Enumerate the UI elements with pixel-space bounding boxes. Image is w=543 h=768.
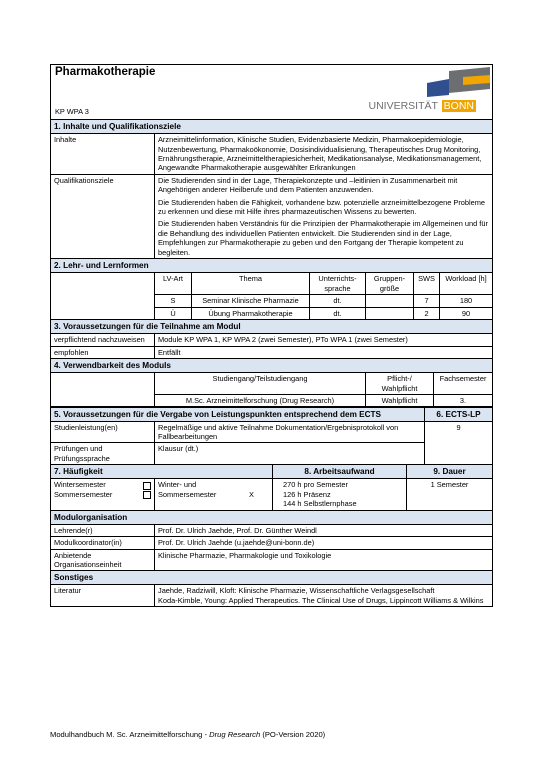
- verpflichtend-label: verpflichtend nachzuweisen: [51, 334, 155, 346]
- qualifikationsziele-p2: Die Studierenden haben die Fähigkeit, vorhandene bzw. potenzielle arzneimittelbezogene Probleme zu erkennen und diese mit Hilfe ihres pharmazeutischen Wissens zu bewerten.: [158, 197, 486, 217]
- col-sws: SWS: [414, 273, 440, 295]
- footer-prefix: Modulhandbuch M. Sc. Arzneimittelforschung -: [50, 730, 210, 739]
- inhalte-label: Inhalte: [51, 134, 155, 175]
- section-7-heading: 7. Häufigkeit: [51, 465, 273, 479]
- sommersemester-checkbox[interactable]: [143, 491, 151, 499]
- verpflichtend-value: Module KP WPA 1, KP WPA 2 (zwei Semester), PTo WPA 1 (zwei Semester): [155, 334, 493, 346]
- organisation-heading: Modulorganisation: [51, 510, 493, 524]
- empfohlen-label: empfohlen: [51, 346, 155, 358]
- literatur-value: [155, 585, 493, 607]
- section-5-table: [50, 407, 493, 466]
- header-cell: [51, 65, 363, 120]
- col-thema: Thema: [192, 273, 310, 295]
- section-2-heading: 2. Lehr- und Lernformen: [51, 259, 493, 273]
- ws-ss-mark[interactable]: X: [249, 490, 254, 500]
- header-table: [50, 64, 493, 120]
- studienleistung-label: Studienleistung(en): [51, 421, 155, 443]
- literatur-line-2: Koda-Kimble, Young: Applied Therapeutics. The Clinical Use of Drugs, Lippincott Williams & Wilkins: [158, 595, 484, 605]
- fachsemester-value: 3.: [434, 394, 493, 406]
- dauer-value: 1 Semester: [407, 479, 493, 510]
- section-4-heading: 4. Verwendbarkeit des Moduls: [51, 359, 493, 373]
- studienleistung-value: Regelmäßige und aktive Teilnahme Dokumentation/Ergebnisprotokoll von Fallbearbeitungen: [155, 421, 425, 443]
- aufwand-line-2: 126 h Präsenz: [283, 489, 331, 499]
- footer-suffix: (PO-Version 2020): [260, 730, 326, 739]
- lehrende-value: Prof. Dr. Ulrich Jaehde, Prof. Dr. Günther Weindl: [155, 524, 493, 536]
- haeufigkeit-options: [51, 479, 155, 510]
- row-art: Ü: [155, 307, 192, 319]
- pruefung-label: Prüfungen und Prüfungssprache: [51, 443, 155, 465]
- logo-cell: [363, 65, 493, 120]
- wintersemester-label: Wintersemester: [54, 480, 106, 490]
- row-thema: Seminar Klinische Pharmazie: [192, 295, 310, 307]
- koordinator-label: Modulkoordinator(in): [51, 537, 155, 549]
- col-studiengang: Studiengang/Teilstudiengang: [155, 373, 366, 395]
- section-1-table: [50, 119, 493, 259]
- anbietende-value: Klinische Pharmazie, Pharmakologie und Toxikologie: [155, 549, 493, 571]
- sonstiges-heading: Sonstiges: [51, 571, 493, 585]
- inhalte-text: Arzneimittelinformation, Klinische Studien, Evidenzbasierte Medizin, Pharmakoepidemiologie, Nutzenbewertung, Pharmakoökonomie, Dosisindividualisierung, Therapeutisches Drug Monitoring, Ernährungstherapie, Arzneimitteltherapiesicherheit, Medikationsanalyse, Medikationsmanagement, Angewandte Pharmakotherapie ausgewählter Erkrankungen: [155, 134, 493, 175]
- row-sws: 2: [414, 307, 440, 319]
- col-lv-art: LV-Art: [155, 273, 192, 295]
- section-6-heading: 6. ECTS-LP: [425, 407, 493, 421]
- aufwand-line-3: 144 h Selbstlernphase: [283, 499, 357, 509]
- qualifikationsziele-p1: Die Studierenden sind in der Lage, Therapiekonzepte und –leitlinien in Zusammenarbeit mit Angehörigen anderer Heilberufe und dem Patienten anzuwenden.: [158, 175, 458, 195]
- qualifikationsziele-p3: Die Studierenden haben Verständnis für die Prinzipien der Pharmakotherapie im Allgemeinen und für die Behandlung des individuellen Patienten entwickelt. Die Studierenden sind in der Lage, Empfehlungen zur Pharmakotherapie zu geben und den Fortgang der Therapie kompetent zu begleiten.: [158, 219, 488, 257]
- row-sws: 7: [414, 295, 440, 307]
- page-footer: [50, 730, 325, 739]
- row-gruppe: [366, 307, 414, 319]
- qualifikationsziele-label: Qualifikationsziele: [51, 174, 155, 258]
- empfohlen-value: Entfällt: [155, 346, 493, 358]
- col-fachsemester: Fachsemester: [434, 373, 493, 395]
- col-pflicht: Pflicht-/ Wahlpflicht: [366, 373, 434, 395]
- koordinator-value: Prof. Dr. Ulrich Jaehde (u.jaehde@uni-bonn.de): [155, 537, 493, 549]
- section-5-heading: 5. Voraussetzungen für die Vergabe von Leistungspunkten entsprechend dem ECTS: [51, 407, 425, 421]
- row-thema: Übung Pharmakotherapie: [192, 307, 310, 319]
- ects-lp-value: 9: [425, 421, 493, 465]
- row-sprache: dt.: [310, 295, 366, 307]
- arbeitsaufwand-value: [273, 479, 407, 510]
- module-code: KP WPA 3: [55, 106, 89, 116]
- logo-text-university: UNIVERSITÄT: [368, 100, 438, 112]
- footer-italic: Drug Research: [209, 730, 261, 739]
- verwendbarkeit-empty: [51, 373, 155, 407]
- organisation-table: [50, 510, 493, 607]
- section-2-table: [50, 258, 493, 320]
- section-1-heading: 1. Inhalte und Qualifikationsziele: [51, 120, 493, 134]
- university-logo: [363, 65, 493, 119]
- aufwand-line-1: 270 h pro Semester: [283, 480, 348, 490]
- section-3-heading: 3. Voraussetzungen für die Teilnahme am Modul: [51, 320, 493, 334]
- section-9-heading: 9. Dauer: [407, 465, 493, 479]
- section-8-heading: 8. Arbeitsaufwand: [273, 465, 407, 479]
- studiengang-value: M.Sc. Arzneimittelforschung (Drug Research): [155, 394, 366, 406]
- col-workload: Workload [h]: [440, 273, 493, 295]
- pruefung-value: Klausur (dt.): [155, 443, 425, 465]
- section-3-table: [50, 319, 493, 359]
- sommersemester-label: Sommersemester: [54, 489, 113, 499]
- literatur-label: Literatur: [51, 585, 155, 607]
- row-sprache: dt.: [310, 307, 366, 319]
- lehrformen-empty: [51, 273, 155, 320]
- row-art: S: [155, 295, 192, 307]
- section-4-table: [50, 358, 493, 407]
- row-workload: 180: [440, 295, 493, 307]
- pflicht-value: Wahlpflicht: [366, 394, 434, 406]
- module-sheet: [50, 64, 492, 607]
- wintersemester-checkbox[interactable]: [143, 482, 151, 490]
- ws-ss-label: Winter- und Sommersemester: [158, 480, 217, 499]
- row-gruppe: [366, 295, 414, 307]
- col-gruppe: Gruppen-größe: [366, 273, 414, 295]
- col-sprache: Unterrichts-sprache: [310, 273, 366, 295]
- anbietende-label: Anbietende Organisationseinheit: [51, 549, 155, 571]
- lehrende-label: Lehrende(r): [51, 524, 155, 536]
- ws-ss-option: [155, 479, 273, 510]
- literatur-line-1: Jaehde, Radziwill, Kloft: Klinische Pharmazie, Wissenschaftliche Verlagsgesellschaft: [158, 586, 435, 596]
- section-7-table: [50, 464, 493, 510]
- row-workload: 90: [440, 307, 493, 319]
- logo-text-bonn: BONN: [443, 100, 474, 112]
- qualifikationsziele-text: [155, 174, 493, 258]
- module-title: Pharmakotherapie: [55, 66, 156, 78]
